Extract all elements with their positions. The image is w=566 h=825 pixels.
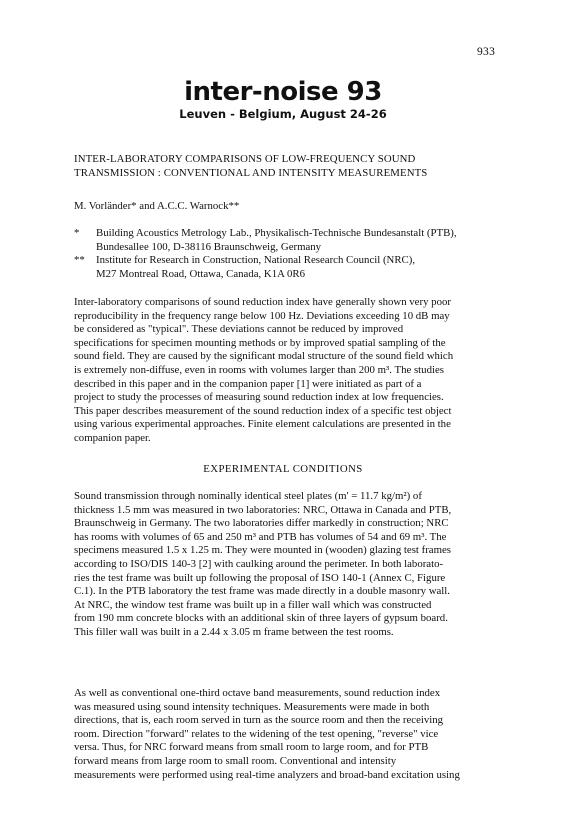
text-line: specifications for specimen mounting methods or by improved spatial sampling of the (74, 336, 446, 349)
text-line: from 190 mm concrete blocks with an additional skin of three layers of gypsum board. (74, 612, 448, 625)
affiliation-ptb (74, 227, 504, 254)
text-line: according to ISO/DIS 140-3 [2] with caulking around the perimeter. In both laborato- (74, 557, 444, 570)
body-paragraph (74, 687, 498, 782)
text-line: This filler wall was built in a 2.44 x 3.05 m frame between the test rooms. (74, 625, 394, 638)
text-line: directions, that is, each room served in turn as the source room and then the receiving (74, 714, 444, 727)
text-line: is extremely non-diffuse, even in rooms with volumes larger than 200 m³. The studies (74, 363, 444, 376)
text-line: ries the test frame was built up following the proposal of ISO 140-1 (Annex C, Figure (74, 571, 446, 584)
page-number: 933 (477, 46, 496, 58)
text-line: project to study the processes of measuring sound reduction index at low frequencies. (74, 391, 444, 404)
text-line: Braunschweig in Germany. The two laboratories differ markedly in construction; NRC (74, 517, 449, 530)
affiliation-nrc (74, 254, 504, 281)
text-line: measurements were performed using real-time analyzers and broad-band excitation using (74, 768, 460, 781)
text-line: Inter-laboratory comparisons of sound reduction index have generally shown very poor (74, 296, 451, 308)
affiliation-line: Building Acoustics Metrology Lab., Physikalisch-Technische Bundesanstalt (PTB), (96, 227, 457, 239)
text-line: specimens measured 1.5 x 1.25 m. They were mounted in (wooden) glazing test frames (74, 544, 451, 557)
authors: M. Vorländer* and A.C.C. Warnock** (74, 200, 240, 212)
text-line: companion paper. (74, 431, 151, 444)
text-line: C.1). In the PTB laboratory the test frame was made directly in a double masonry wall. (74, 585, 450, 598)
conference-location: Leuven - Belgium, August 24-26 (179, 107, 387, 121)
paper-title (74, 153, 498, 180)
text-line: Sound transmission through nominally identical steel plates (m' = 11.7 kg/m²) of (74, 490, 422, 502)
text-line: sound field. They are caused by the significant modal structure of the sound field which (74, 350, 454, 363)
text-line: using various experimental approaches. Finite element calculations are presented in the (74, 418, 451, 431)
affiliation-line: M27 Montreal Road, Ottawa, Canada, K1A 0R6 (96, 267, 306, 280)
abstract-paragraph (74, 296, 498, 446)
affiliation-mark: * (74, 227, 80, 239)
affiliation-line: Institute for Research in Construction, National Research Council (NRC), (96, 254, 416, 266)
text-line: room. Direction "forward" relates to the widening of the test opening, "reverse" vice (74, 727, 439, 740)
text-line: described in this paper and in the companion paper [1] were initiated as part of a (74, 377, 422, 390)
text-line: forward means from large room to small room. Conventional and intensity (74, 754, 397, 767)
title-line: INTER-LABORATORY COMPARISONS OF LOW-FREQUENCY SOUND (74, 153, 416, 165)
text-line: reproducibility in the frequency range below 100 Hz. Deviations exceeding 10 dB may (74, 309, 450, 322)
text-line: be considered as "typical". These deviations cannot be reduced by improved (74, 323, 404, 336)
affiliation-mark: ** (74, 254, 85, 266)
text-line: versa. Thus, for NRC forward means from small room to large room, and for PTB (74, 741, 429, 754)
text-line: At NRC, the window test frame was built up in a filler wall which was constructed (74, 598, 432, 611)
text-line: was measured using sound intensity techniques. Measurements were made in both (74, 700, 430, 713)
section-heading: EXPERIMENTAL CONDITIONS (203, 463, 363, 475)
title-line: TRANSMISSION : CONVENTIONAL AND INTENSITY MEASUREMENTS (74, 166, 428, 179)
affiliation-line: Bundesallee 100, D-38116 Braunschweig, Germany (96, 240, 322, 253)
text-line: This paper describes measurement of the sound reduction index of a specific test object (74, 404, 452, 417)
text-line: has rooms with volumes of 65 and 250 m³ and PTB has volumes of 54 and 69 m³. The (74, 530, 447, 543)
text-line: As well as conventional one-third octave band measurements, sound reduction index (74, 687, 441, 699)
body-paragraph (74, 490, 498, 640)
conference-logo: inter-noise 93 (184, 77, 382, 107)
text-line: thickness 1.5 mm was measured in two laboratories: NRC, Ottawa in Canada and PTB, (74, 503, 452, 516)
